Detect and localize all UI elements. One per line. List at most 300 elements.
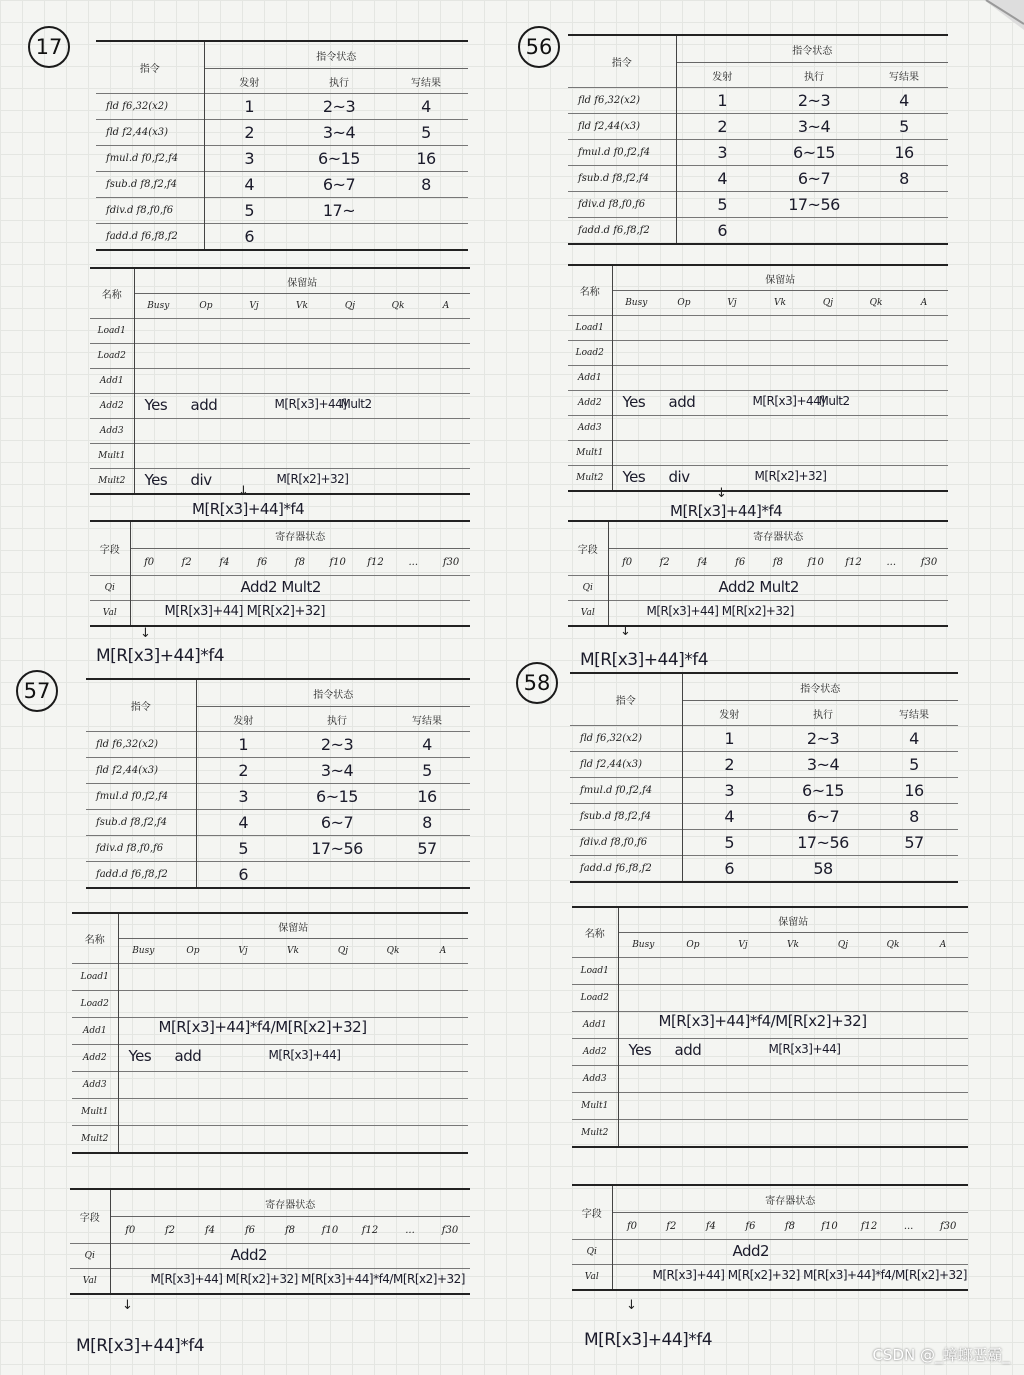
exec-cycle: 3~4 bbox=[294, 120, 384, 146]
rs-col-op: Op bbox=[660, 291, 708, 316]
instruction-text: fadd.d f6,f8,f2 bbox=[86, 862, 196, 889]
exec-cycle: 6~15 bbox=[768, 140, 860, 166]
rs-row-load1 bbox=[72, 964, 468, 991]
rs-col-op: Op bbox=[182, 294, 230, 319]
exec-cycle bbox=[294, 224, 384, 251]
regstat-header: 寄存器状态 bbox=[753, 531, 804, 543]
instruction-row bbox=[570, 752, 958, 778]
rs-header: 保留站 bbox=[287, 277, 318, 289]
instruction-row bbox=[86, 836, 470, 862]
rs-mult2-busy: Yes bbox=[144, 471, 168, 489]
val-value: M[R[x3]+44] M[R[x2]+32] bbox=[646, 604, 794, 618]
write-cycle: 5 bbox=[870, 752, 958, 778]
reg-col: f10 bbox=[319, 549, 357, 576]
rs-name: Add1 bbox=[90, 369, 134, 394]
instruction-status-table bbox=[568, 34, 948, 245]
instruction-row bbox=[568, 114, 948, 140]
rs-row-mult2 bbox=[72, 1126, 468, 1154]
rs-row-load2 bbox=[72, 991, 468, 1018]
rs-header: 保留站 bbox=[278, 922, 309, 934]
rs-name: Add2 bbox=[72, 1045, 118, 1072]
below-note: M[R[x3]+44]*f4 bbox=[584, 1330, 713, 1350]
exec-cycle: 2~3 bbox=[776, 726, 870, 752]
rs-add1-text: M[R[x3]+44]*f4/M[R[x2]+32] bbox=[158, 1018, 367, 1036]
write-cycle: 4 bbox=[860, 88, 948, 114]
rs-add2-qj: Mult2 bbox=[340, 397, 372, 411]
reg-col: f6 bbox=[230, 1217, 270, 1244]
reg-col: f12 bbox=[357, 549, 395, 576]
write-cycle bbox=[384, 224, 468, 251]
write-cycle: 8 bbox=[860, 166, 948, 192]
exec-cycle: 17~ bbox=[294, 198, 384, 224]
instruction-text: fdiv.d f8,f0,f6 bbox=[570, 830, 682, 856]
rs-row-add3 bbox=[72, 1072, 468, 1099]
rs-col-vj: Vj bbox=[708, 291, 756, 316]
reg-col: f2 bbox=[652, 1213, 692, 1240]
val-value: M[R[x3]+44] M[R[x2]+32] M[R[x3]+44]*f4/M[R[x2]+32] bbox=[150, 1272, 465, 1286]
rs-add2-op: add bbox=[174, 1047, 202, 1065]
issue-cycle: 4 bbox=[682, 804, 776, 830]
exec-cycle: 6~15 bbox=[290, 784, 384, 810]
register-status-table bbox=[568, 520, 948, 627]
instruction-row bbox=[568, 88, 948, 114]
issue-cycle: 2 bbox=[204, 120, 294, 146]
register-status-table bbox=[70, 1188, 470, 1295]
val-label: Val bbox=[572, 1265, 612, 1291]
rs-col-qj: Qj bbox=[818, 933, 868, 958]
rs-name: Mult2 bbox=[568, 466, 612, 492]
issue-cycle: 1 bbox=[204, 94, 294, 120]
exec-cycle: 6~7 bbox=[776, 804, 870, 830]
issue-header: 发射 bbox=[204, 69, 294, 94]
field-header: 字段 bbox=[70, 1189, 110, 1244]
rs-row-load2 bbox=[90, 344, 470, 369]
exec-cycle: 17~56 bbox=[290, 836, 384, 862]
rs-row-add1 bbox=[90, 369, 470, 394]
rs-row-add3 bbox=[568, 416, 948, 441]
rs-name: Add2 bbox=[572, 1039, 618, 1066]
write-cycle bbox=[860, 218, 948, 245]
instr-header: 指令 bbox=[568, 35, 676, 88]
name-header: 名称 bbox=[572, 907, 618, 958]
instruction-row bbox=[570, 726, 958, 752]
rs-add2-busy: Yes bbox=[128, 1047, 152, 1065]
reg-col: ... bbox=[872, 549, 910, 576]
qi-value: Add2 bbox=[732, 1242, 770, 1260]
instruction-row bbox=[86, 862, 470, 889]
exec-cycle: 6~15 bbox=[294, 146, 384, 172]
instr-header: 指令 bbox=[96, 41, 204, 94]
rs-col-op: Op bbox=[668, 933, 718, 958]
qi-value: Add2 Mult2 bbox=[718, 578, 799, 596]
reg-col: f6 bbox=[731, 1213, 771, 1240]
instruction-row bbox=[568, 166, 948, 192]
arrow-down-icon: ↓ bbox=[620, 624, 631, 639]
reg-col: f8 bbox=[270, 1217, 310, 1244]
rs-name: Load1 bbox=[568, 316, 612, 341]
qi-value: Add2 bbox=[230, 1246, 268, 1264]
rs-col-a: A bbox=[918, 933, 968, 958]
reg-col: ... bbox=[394, 549, 432, 576]
exec-cycle bbox=[768, 218, 860, 245]
rs-name: Add3 bbox=[568, 416, 612, 441]
rs-col-vj: Vj bbox=[218, 939, 268, 964]
instr-header: 指令 bbox=[570, 673, 682, 726]
reg-col: f12 bbox=[350, 1217, 390, 1244]
issue-cycle: 6 bbox=[676, 218, 768, 245]
instruction-row bbox=[96, 198, 468, 224]
rs-row-add2 bbox=[568, 391, 948, 416]
instruction-text: fadd.d f6,f8,f2 bbox=[570, 856, 682, 883]
issue-cycle: 6 bbox=[196, 862, 290, 889]
rs-mult2-busy: Yes bbox=[622, 468, 646, 486]
name-header: 名称 bbox=[90, 268, 134, 319]
rs-row-mult2 bbox=[90, 469, 470, 495]
issue-cycle: 6 bbox=[682, 856, 776, 883]
rs-name: Mult1 bbox=[72, 1099, 118, 1126]
arrow-down-icon: ↓ bbox=[626, 1298, 637, 1313]
issue-header: 发射 bbox=[196, 707, 290, 732]
instruction-row bbox=[96, 146, 468, 172]
instruction-text: fld f6,32(x2) bbox=[96, 94, 204, 120]
exec-cycle: 17~56 bbox=[776, 830, 870, 856]
rs-name: Load1 bbox=[72, 964, 118, 991]
write-cycle: 8 bbox=[384, 172, 468, 198]
instruction-status-table bbox=[86, 678, 470, 889]
rs-col-vk: Vk bbox=[756, 291, 804, 316]
instruction-text: fadd.d f6,f8,f2 bbox=[568, 218, 676, 245]
reg-col: f8 bbox=[770, 1213, 810, 1240]
write-cycle bbox=[384, 862, 470, 889]
exec-cycle: 2~3 bbox=[294, 94, 384, 120]
rs-col-vk: Vk bbox=[278, 294, 326, 319]
issue-cycle: 4 bbox=[196, 810, 290, 836]
reg-col: f30 bbox=[928, 1213, 968, 1240]
rs-col-qk: Qk bbox=[852, 291, 900, 316]
instruction-row bbox=[568, 192, 948, 218]
write-cycle: 16 bbox=[384, 146, 468, 172]
rs-row-add2 bbox=[90, 394, 470, 419]
instruction-row bbox=[568, 218, 948, 245]
write-cycle: 4 bbox=[870, 726, 958, 752]
name-header: 名称 bbox=[72, 913, 118, 964]
write-cycle: 5 bbox=[384, 758, 470, 784]
instruction-row bbox=[96, 172, 468, 198]
rs-add2-busy: Yes bbox=[628, 1041, 652, 1059]
instruction-row bbox=[96, 224, 468, 251]
reg-col: f0 bbox=[130, 549, 168, 576]
rs-col-vj: Vj bbox=[230, 294, 278, 319]
reg-col: f2 bbox=[168, 549, 206, 576]
issue-cycle: 5 bbox=[676, 192, 768, 218]
rs-header: 保留站 bbox=[778, 916, 809, 928]
instruction-row bbox=[86, 810, 470, 836]
instruction-row bbox=[570, 778, 958, 804]
rs-name: Add2 bbox=[90, 394, 134, 419]
rs-row-mult1 bbox=[572, 1093, 968, 1120]
rs-row-mult2 bbox=[572, 1120, 968, 1148]
rs-name: Mult1 bbox=[90, 444, 134, 469]
qi-label: Qi bbox=[572, 1240, 612, 1265]
reg-col: f30 bbox=[430, 1217, 470, 1244]
reg-col: f0 bbox=[110, 1217, 150, 1244]
rs-row-mult1 bbox=[90, 444, 470, 469]
rs-name: Add1 bbox=[572, 1012, 618, 1039]
write-cycle: 8 bbox=[870, 804, 958, 830]
rs-col-a: A bbox=[900, 291, 948, 316]
rs-row-add1 bbox=[572, 1012, 968, 1039]
reg-col: f6 bbox=[721, 549, 759, 576]
rs-name: Load2 bbox=[568, 341, 612, 366]
rs-add2-busy: Yes bbox=[144, 396, 168, 414]
exec-cycle: 3~4 bbox=[776, 752, 870, 778]
regstat-header: 寄存器状态 bbox=[275, 531, 326, 543]
exec-header: 执行 bbox=[294, 69, 384, 94]
rs-add2-vk: M[R[x3]+44] bbox=[274, 397, 347, 411]
exec-cycle: 3~4 bbox=[290, 758, 384, 784]
rs-name: Add3 bbox=[572, 1066, 618, 1093]
instruction-text: fmul.d f0,f2,f4 bbox=[570, 778, 682, 804]
reg-col: f0 bbox=[608, 549, 646, 576]
instruction-text: fsub.d f8,f2,f4 bbox=[86, 810, 196, 836]
instruction-row bbox=[570, 856, 958, 883]
val-label: Val bbox=[70, 1269, 110, 1295]
instruction-row bbox=[86, 758, 470, 784]
rs-row-load2 bbox=[568, 341, 948, 366]
exec-cycle: 3~4 bbox=[768, 114, 860, 140]
exec-cycle: 6~7 bbox=[294, 172, 384, 198]
issue-header: 发射 bbox=[682, 701, 776, 726]
instruction-text: fld f6,32(x2) bbox=[570, 726, 682, 752]
instruction-text: fadd.d f6,f8,f2 bbox=[96, 224, 204, 251]
rs-name: Add3 bbox=[72, 1072, 118, 1099]
rs-col-op: Op bbox=[168, 939, 218, 964]
exec-cycle: 6~7 bbox=[768, 166, 860, 192]
write-header: 写结果 bbox=[860, 63, 948, 88]
below-note: M[R[x3]+44]*f4 bbox=[96, 646, 225, 666]
rs-note: M[R[x3]+44]*f4 bbox=[192, 500, 305, 518]
rs-row-mult2 bbox=[568, 466, 948, 492]
step-badge: 57 bbox=[16, 670, 58, 712]
exec-cycle bbox=[290, 862, 384, 889]
exec-cycle: 2~3 bbox=[290, 732, 384, 758]
issue-cycle: 2 bbox=[676, 114, 768, 140]
issue-cycle: 5 bbox=[196, 836, 290, 862]
reg-col: ... bbox=[390, 1217, 430, 1244]
issue-cycle: 3 bbox=[196, 784, 290, 810]
reg-col: f10 bbox=[310, 1217, 350, 1244]
rs-row-add3 bbox=[90, 419, 470, 444]
instr-header: 指令 bbox=[86, 679, 196, 732]
instruction-row bbox=[570, 804, 958, 830]
field-header: 字段 bbox=[568, 521, 608, 576]
rs-mult2-op: div bbox=[190, 471, 212, 489]
exec-header: 执行 bbox=[290, 707, 384, 732]
rs-col-qj: Qj bbox=[804, 291, 852, 316]
qi-label: Qi bbox=[568, 576, 608, 601]
rs-name: Load1 bbox=[572, 958, 618, 985]
instruction-status-table bbox=[96, 40, 468, 251]
instruction-status-table bbox=[570, 672, 958, 883]
reg-col: f4 bbox=[684, 549, 722, 576]
field-header: 字段 bbox=[90, 521, 130, 576]
issue-cycle: 5 bbox=[682, 830, 776, 856]
issue-cycle: 6 bbox=[204, 224, 294, 251]
rs-name: Load1 bbox=[90, 319, 134, 344]
rs-name: Add2 bbox=[568, 391, 612, 416]
val-value: M[R[x3]+44] M[R[x2]+32] M[R[x3]+44]*f4/M[R[x2]+32] bbox=[652, 1268, 967, 1282]
instruction-row bbox=[570, 830, 958, 856]
reg-col: f2 bbox=[150, 1217, 190, 1244]
rs-add1-text: M[R[x3]+44]*f4/M[R[x2]+32] bbox=[658, 1012, 867, 1030]
instruction-row bbox=[568, 140, 948, 166]
rs-col-qk: Qk bbox=[368, 939, 418, 964]
field-header: 字段 bbox=[572, 1185, 612, 1240]
exec-cycle: 6~7 bbox=[290, 810, 384, 836]
step-badge: 17 bbox=[28, 26, 70, 68]
qi-label: Qi bbox=[70, 1244, 110, 1269]
arrow-down-icon: ↓ bbox=[122, 1298, 133, 1313]
rs-col-qj: Qj bbox=[318, 939, 368, 964]
status-header: 指令状态 bbox=[792, 45, 833, 57]
rs-mult2-vk: M[R[x2]+32] bbox=[276, 472, 349, 486]
exec-cycle: 6~15 bbox=[776, 778, 870, 804]
rs-add2-vk: M[R[x3]+44] bbox=[752, 394, 825, 408]
write-cycle: 4 bbox=[384, 94, 468, 120]
val-label: Val bbox=[568, 601, 608, 627]
reg-col: f12 bbox=[835, 549, 873, 576]
instruction-text: fmul.d f0,f2,f4 bbox=[96, 146, 204, 172]
issue-cycle: 1 bbox=[676, 88, 768, 114]
issue-cycle: 3 bbox=[676, 140, 768, 166]
regstat-header: 寄存器状态 bbox=[265, 1199, 316, 1211]
status-header: 指令状态 bbox=[800, 683, 841, 695]
below-note: M[R[x3]+44]*f4 bbox=[76, 1336, 205, 1356]
issue-header: 发射 bbox=[676, 63, 768, 88]
rs-row-load1 bbox=[572, 958, 968, 985]
rs-name: Add1 bbox=[72, 1018, 118, 1045]
rs-col-vk: Vk bbox=[268, 939, 318, 964]
instruction-text: fld f6,32(x2) bbox=[568, 88, 676, 114]
issue-cycle: 4 bbox=[204, 172, 294, 198]
instruction-row bbox=[96, 94, 468, 120]
rs-row-add2 bbox=[572, 1039, 968, 1066]
rs-col-qk: Qk bbox=[374, 294, 422, 319]
step-badge: 58 bbox=[516, 662, 558, 704]
reg-col: f30 bbox=[910, 549, 948, 576]
exec-header: 执行 bbox=[776, 701, 870, 726]
rs-col-busy: Busy bbox=[612, 291, 660, 316]
issue-cycle: 3 bbox=[682, 778, 776, 804]
instruction-text: fmul.d f0,f2,f4 bbox=[568, 140, 676, 166]
write-header: 写结果 bbox=[384, 707, 470, 732]
instruction-row bbox=[86, 784, 470, 810]
instruction-text: fmul.d f0,f2,f4 bbox=[86, 784, 196, 810]
instruction-text: fld f2,44(x3) bbox=[568, 114, 676, 140]
rs-add2-op: add bbox=[190, 396, 218, 414]
rs-name: Mult1 bbox=[572, 1093, 618, 1120]
reg-col: f8 bbox=[759, 549, 797, 576]
rs-name: Load2 bbox=[72, 991, 118, 1018]
register-status-table bbox=[90, 520, 470, 627]
rs-col-busy: Busy bbox=[134, 294, 182, 319]
val-value: M[R[x3]+44] M[R[x2]+32] bbox=[164, 604, 326, 619]
instruction-text: fsub.d f8,f2,f4 bbox=[570, 804, 682, 830]
issue-cycle: 1 bbox=[682, 726, 776, 752]
rs-name: Mult2 bbox=[90, 469, 134, 495]
write-cycle: 16 bbox=[870, 778, 958, 804]
status-header: 指令状态 bbox=[313, 689, 354, 701]
rs-row-mult1 bbox=[72, 1099, 468, 1126]
pen-tip-image bbox=[964, 0, 1024, 30]
rs-name: Load2 bbox=[90, 344, 134, 369]
rs-col-qj: Qj bbox=[326, 294, 374, 319]
reg-col: f10 bbox=[810, 1213, 850, 1240]
reg-col: f30 bbox=[432, 549, 470, 576]
watermark: CSDN @_蟑螂恶霸_ bbox=[872, 1346, 1010, 1364]
reg-col: f2 bbox=[646, 549, 684, 576]
rs-add2-op: add bbox=[674, 1041, 702, 1059]
rs-name: Add3 bbox=[90, 419, 134, 444]
status-header: 指令状态 bbox=[316, 51, 357, 63]
instruction-text: fsub.d f8,f2,f4 bbox=[568, 166, 676, 192]
write-cycle: 5 bbox=[384, 120, 468, 146]
step-badge: 56 bbox=[518, 26, 560, 68]
rs-row-add1 bbox=[72, 1018, 468, 1045]
write-cycle: 16 bbox=[860, 140, 948, 166]
rs-mult2-vk: M[R[x2]+32] bbox=[754, 469, 827, 483]
reg-col: f10 bbox=[797, 549, 835, 576]
rs-row-add2 bbox=[72, 1045, 468, 1072]
reservation-station-table bbox=[572, 906, 968, 1148]
exec-cycle: 58 bbox=[776, 856, 870, 883]
rs-name: Add1 bbox=[568, 366, 612, 391]
rs-add2-busy: Yes bbox=[622, 393, 646, 411]
rs-note: M[R[x3]+44]*f4 bbox=[670, 502, 783, 520]
reg-col: f8 bbox=[281, 549, 319, 576]
rs-name: Load2 bbox=[572, 985, 618, 1012]
reg-col: f4 bbox=[190, 1217, 230, 1244]
instruction-text: fld f2,44(x3) bbox=[96, 120, 204, 146]
write-cycle bbox=[860, 192, 948, 218]
write-header: 写结果 bbox=[384, 69, 468, 94]
qi-label: Qi bbox=[90, 576, 130, 601]
rs-row-load2 bbox=[572, 985, 968, 1012]
reservation-station-table bbox=[72, 912, 468, 1154]
rs-col-vj: Vj bbox=[718, 933, 768, 958]
instruction-text: fld f2,44(x3) bbox=[570, 752, 682, 778]
write-cycle: 57 bbox=[384, 836, 470, 862]
instruction-text: fdiv.d f8,f0,f6 bbox=[568, 192, 676, 218]
below-note: M[R[x3]+44]*f4 bbox=[580, 650, 709, 670]
instruction-row bbox=[86, 732, 470, 758]
rs-mult2-op: div bbox=[668, 468, 690, 486]
issue-cycle: 4 bbox=[676, 166, 768, 192]
rs-add2-op: add bbox=[668, 393, 696, 411]
arrow-down-icon: ↓ bbox=[716, 486, 727, 501]
write-cycle: 16 bbox=[384, 784, 470, 810]
rs-row-mult1 bbox=[568, 441, 948, 466]
write-cycle bbox=[870, 856, 958, 883]
write-cycle: 4 bbox=[384, 732, 470, 758]
write-cycle: 5 bbox=[860, 114, 948, 140]
instruction-row bbox=[96, 120, 468, 146]
exec-cycle: 17~56 bbox=[768, 192, 860, 218]
write-cycle bbox=[384, 198, 468, 224]
rs-col-a: A bbox=[422, 294, 470, 319]
issue-cycle: 5 bbox=[204, 198, 294, 224]
rs-row-add1 bbox=[568, 366, 948, 391]
